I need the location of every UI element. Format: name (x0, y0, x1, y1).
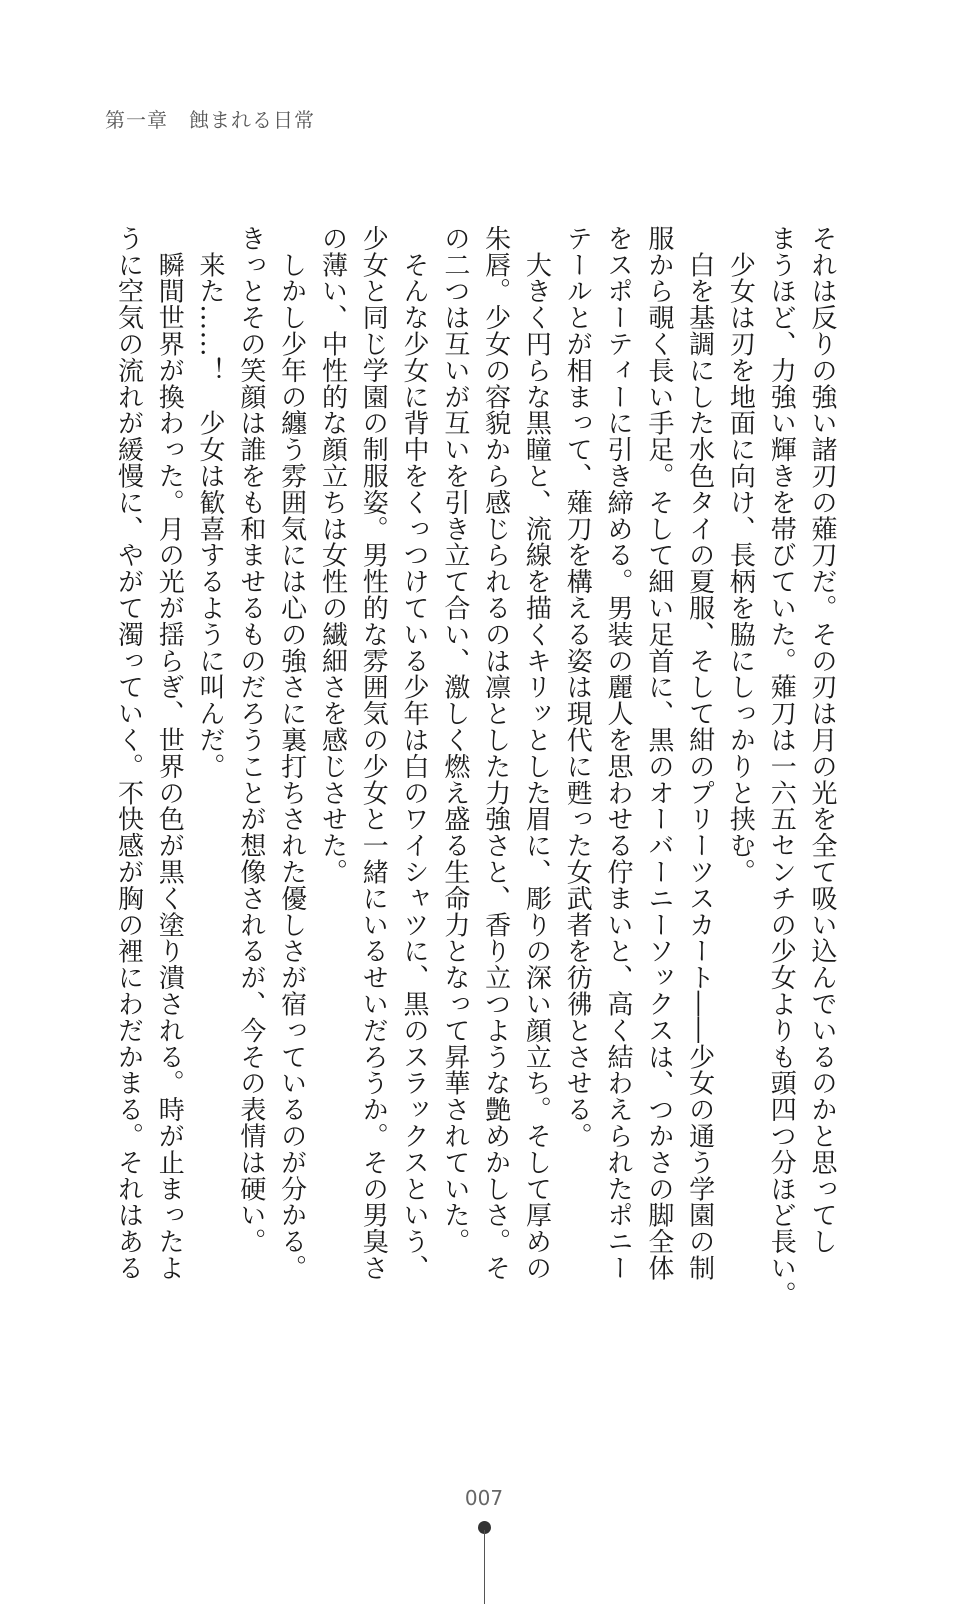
text-line: 少女と同じ学園の制服姿。男性的な雰囲気の少女と一緒にいるせいだろうか。その男臭さ (358, 225, 389, 1281)
text-line: 服から覗く長い手足。そして細い足首に、黒のオーバーニーソックスは、つかさの脚全体 (643, 225, 674, 1281)
text-line: テールとが相まって、薙刀を構える姿は現代に甦った女武者を彷彿とさせる。 (562, 225, 593, 1149)
chapter-title: 第一章 蝕まれる日常 (105, 108, 315, 132)
text-line: 少女は刃を地面に向け、長柄を脇にしっかりと挟む。 (725, 225, 756, 885)
text-line: 来た……！ 少女は歓喜するように叫んだ。 (195, 225, 226, 780)
text-line: の薄い、中性的な顔立ちは女性の繊細さを感じさせた。 (317, 225, 348, 885)
text-line: 瞬間世界が換わった。月の光が揺らぎ、世界の色が黒く塗り潰される。時が止まったよ (154, 225, 185, 1282)
text-line: そんな少女に背中をくっつけている少年は白のワイシャツに、黒のスラックスという、 (399, 225, 430, 1281)
body-text (108, 225, 842, 1308)
text-line: 白を基調にした水色タイの夏服、そして紺のプリーツスカート――少女の通う学園の制 (684, 225, 715, 1281)
folio-line-ornament (484, 1530, 485, 1604)
text-line: 大きく円らな黒瞳と、流線を描くキリッとした眉に、彫りの深い顔立ち。そして厚めの (521, 225, 552, 1281)
text-line: をスポーティーに引き締める。男装の麗人を思わせる佇まいと、高く結わえられたポニー (603, 225, 634, 1281)
text-line: うに空気の流れが緩慢に、やがて濁っていく。不快感が胸の裡にわだかまる。それはある (113, 225, 144, 1281)
text-line: 朱唇。少女の容貌から感じられるのは凛とした力強さと、香り立つような艶めかしさ。そ (480, 225, 511, 1281)
text-line: しかし少年の纏う雰囲気には心の強さに裏打ちされた優しさが宿っているのが分かる。 (276, 225, 307, 1281)
text-line: まうほど、力強い輝きを帯びていた。薙刀は一六五センチの少女よりも頭四つ分ほど長い。 (766, 225, 797, 1308)
text-line: きっとその笑顔は誰をも和ませるものだろうことが想像されるが、今その表情は硬い。 (235, 225, 266, 1255)
text-line: の二つは互いが互いを引き立て合い、激しく燃え盛る生命力となって昇華されていた。 (439, 225, 470, 1255)
text-line: それは反りの強い諸刃の薙刀だ。その刃は月の光を全て吸い込んでいるのかと思ってし (807, 225, 837, 1255)
page-number: 007 (464, 1486, 504, 1510)
